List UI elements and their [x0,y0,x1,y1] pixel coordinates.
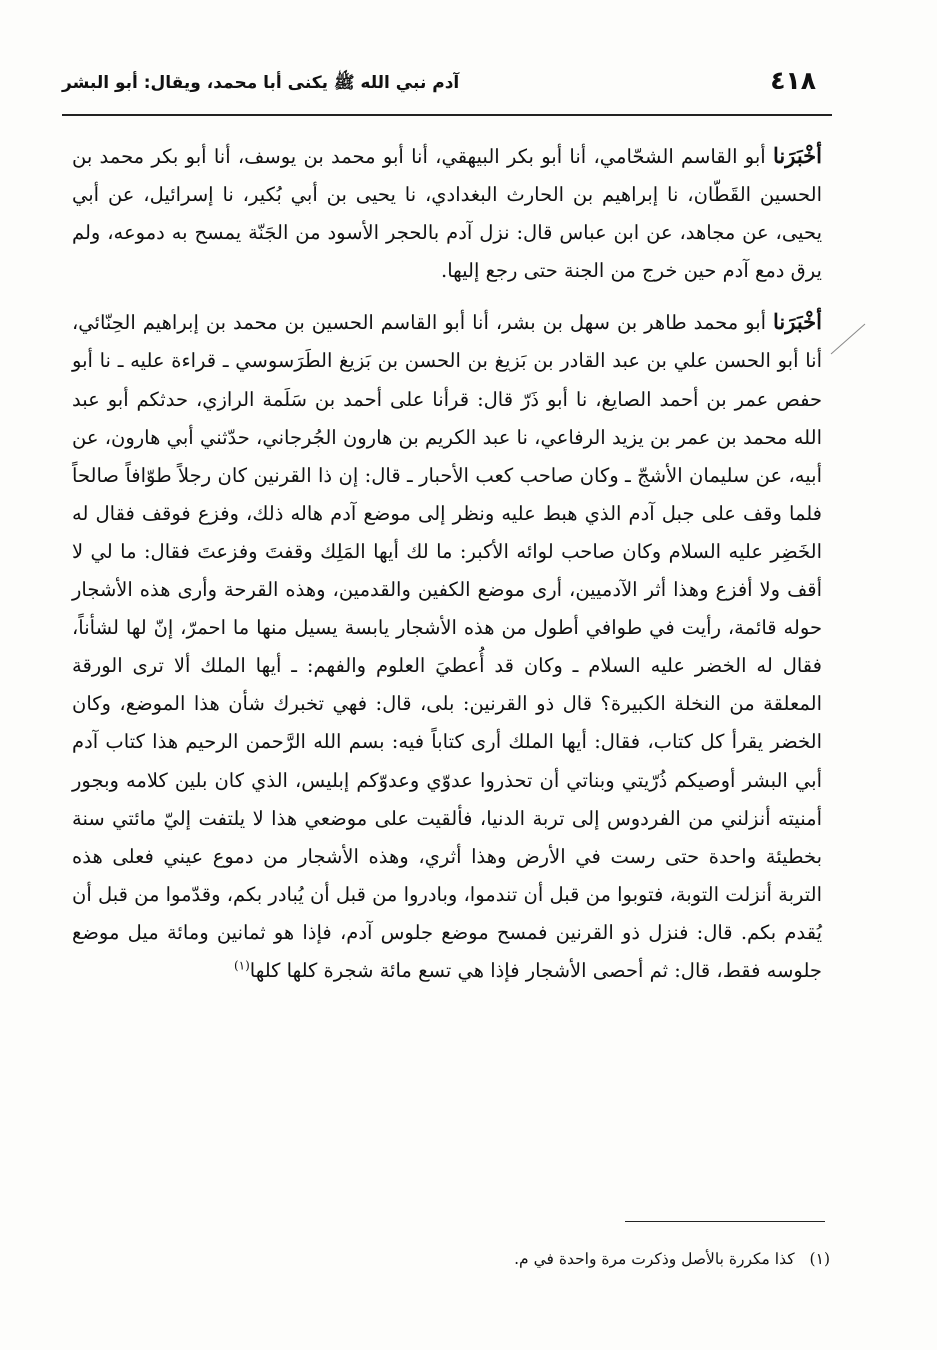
paragraph-1 [72,137,822,290]
page-number: ٤١٨ [770,66,816,95]
paragraph-2-lead: أخْبَرَنا [773,309,822,335]
footnote-text: كذا مكررة بالأصل وذكرت مرة واحدة في م. [514,1250,795,1268]
header-divider [62,114,832,116]
footnote [300,1250,830,1268]
footnote-divider [625,1221,825,1222]
paragraph-1-lead: أخْبَرَنا [773,143,822,168]
paragraph-2 [72,303,822,990]
paragraph-2-text: أبو محمد طاهر بن سهل بن بشر، أنا أبو القاسم الحسين بن محمد بن إبراهيم الحِنّائي، أنا أبو الحسن علي بن عبد القادر بن بَزيغ بن الحسن بن بَزيغ الطَرَسوسي ـ قراءة عليه ـ نا أبو حفص عمر بن أحمد الصايغ، نا أبو ذَرّ قال: قرأنا على أحمد بن سَلَمة الرازي، حدثكم أبو عبد الله محمد بن عمر بن يزيد الرفاعي، نا عبد الكريم بن هارون الجُرجاني، حدّثني أبي هارون، عن أبيه، عن سليمان الأشجّ ـ وكان صاحب كعب الأحبار ـ قال: إن ذا القرنين كان رجلاً طوّافاً صالحاً فلما وقف على جبل آدم الذي هبط عليه ونظر إلى موضع آدم هاله ذلك، وفزع فوقف فقال له الخَضِر عليه السلام وكان صاحب لوائه الأكبر: ما لك أيها المَلِك وقفتَ وفزعتَ فقال: ما لي لا أقف ولا أفزع وهذا أثر الآدميين، أرى موضع الكفين والقدمين، وهذه القرحة وأرى هذه الأشجار حوله قائمة، رأيت في طوافي أطول من هذه الأشجار يابسة يسيل منها ما احمرّ، إنّ لها لشأناً، فقال له الخضر عليه السلام ـ وكان قد أُعطيَ العلوم والفهم: ـ أيها الملك ألا ترى الورقة المعلقة من النخلة الكبيرة؟ قال ذو القرنين: بلى، قال: فهي تخبرك شأن هذا الموضع، وكان الخضر يقرأ كل كتاب، فقال: أيها الملك أرى كتاباً فيه: بسم الله الرَّحمن الرحيم هذا كتاب آدم أبي البشر أوصيكم ذُرّيتي وبناتي أن تحذروا عدوّي وعدوّكم إبليس، الذي كان بلين كلامه وبجور أمنيته أنزلني من الفردوس إلى تربة الدنيا، فألقيت على موضعي هذا لا يلتفت إليّ مائتي سنة بخطيئة واحدة حتى رست في الأرض وهذا أثري، وهذه الأشجار من دموع عيني فعلى هذه التربة أنزلت التوبة، فتوبوا من قبل أن تندموا، وبادروا من قبل أن يُبادر بكم، وقدّموا من قبل أن يُقدم بكم. قال: فنزل ذو القرنين فمسح موضع جلوس آدم، فإذا هو ثمانين ومائة ميل موضع جلوسه فقط، قال: ثم أحصى الأشجار فإذا هي تسع مائة شجرة كلها كلها [72,311,822,982]
footnote-number: (١) [809,1250,830,1268]
footnote-reference: (١) [233,958,250,973]
main-text [72,137,822,990]
pen-stroke-mark [827,320,867,360]
paragraph-1-text: أبو القاسم الشحّامي، أنا أبو بكر البيهقي، أنا أبو محمد بن يوسف، أنا أبو بكر محمد بن الحسين القَطّان، نا إبراهيم بن الحارث البغدادي، نا يحيى بن أبي بُكير، نا إسرائيل، عن أبي يحيى، عن مجاهد، عن ابن عباس قال: نزل آدم بالحجر الأسود من الجَنّة يمسح به دموعه، ولم يرق دمع آدم حين خرج من الجنة حتى رجع إليها. [72,145,822,283]
page-header [62,66,832,106]
running-title: آدم نبي الله ﷺ يكنى أبا محمد، ويقال: أبو البشر [62,73,460,93]
